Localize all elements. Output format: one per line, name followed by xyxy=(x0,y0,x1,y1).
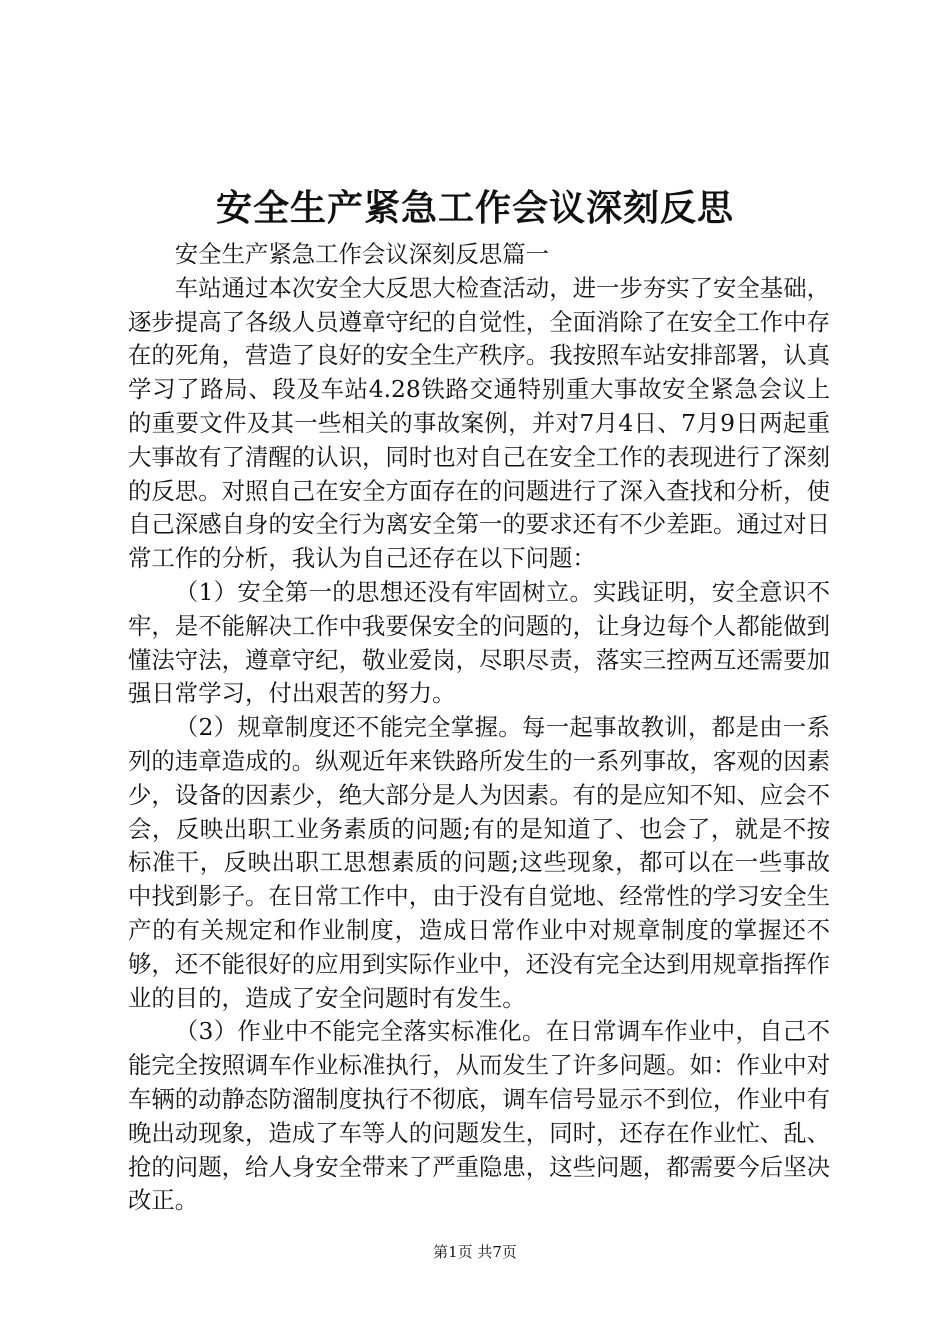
section-subtitle: 安全生产紧急工作会议深刻反思篇一 xyxy=(174,240,550,268)
paragraph-point-2: （2）规章制度还不能完全掌握。每一起事故教训，都是由一系列的违章造成的。纵观近年来铁路所发生的一系列事故，客观的因素少，设备的因素少，绝大部分是人为因素。有的是应知不知、应会不会，反映出职工业务素质的问题;有的是知道了、也会了，就是不按标准干，反映出职工思想素质的问题;这些现象，都可以在一些事故中找到影子。在日常工作中，由于没有自觉地、经常性的学习安全生产的有关规定和作业制度，造成日常作业中对规章制度的掌握还不够，还不能很好的应用到实际作业中，还没有完全达到用规章指挥作业的目的，造成了安全问题时有发生。 xyxy=(128,713,830,1012)
paragraph-point-1: （1）安全第一的思想还没有牢固树立。实践证明，安全意识不牢，是不能解决工作中我要保安全的问题的，让身边每个人都能做到懂法守法，遵章守纪，敬业爱岗，尽职尽责，落实三控两互还需要加强日常学习，付出艰苦的努力。 xyxy=(128,577,830,708)
paragraph-point-3: （3）作业中不能完全落实标准化。在日常调车作业中，自己不能完全按照调车作业标准执行，从而发生了许多问题。如：作业中对车辆的动静态防溜制度执行不彻底，调车信号显示不到位，作业中有晚出动现象，造成了车等人的问题发生，同时，还存在作业忙、乱、抢的问题，给人身安全带来了严重隐患，这些问题，都需要今后坚决改正。 xyxy=(128,1017,830,1215)
document-body xyxy=(128,238,830,1218)
page-title: 安全生产紧急工作会议深刻反思 xyxy=(215,187,734,229)
page-number-footer: 第1页 共7页 xyxy=(433,1243,517,1261)
paragraph-intro: 车站通过本次安全大反思大检查活动，进一步夯实了安全基础，逐步提高了各级人员遵章守纪的自觉性，全面消除了在安全工作中存在的死角，营造了良好的安全生产秩序。我按照车站安排部署，认真学习了路局、段及车站4.28铁路交通特别重大事故安全紧急会议上的重要文件及其一些相关的事故案例，并对7月4日、7月9日两起重大事故有了清醒的认识，同时也对自己在安全工作的表现进行了深刻的反思。对照自己在安全方面存在的问题进行了深入查找和分析，使自己深感自身的安全行为离安全第一的要求还有不少差距。通过对日常工作的分析，我认为自己还存在以下问题： xyxy=(128,273,830,573)
